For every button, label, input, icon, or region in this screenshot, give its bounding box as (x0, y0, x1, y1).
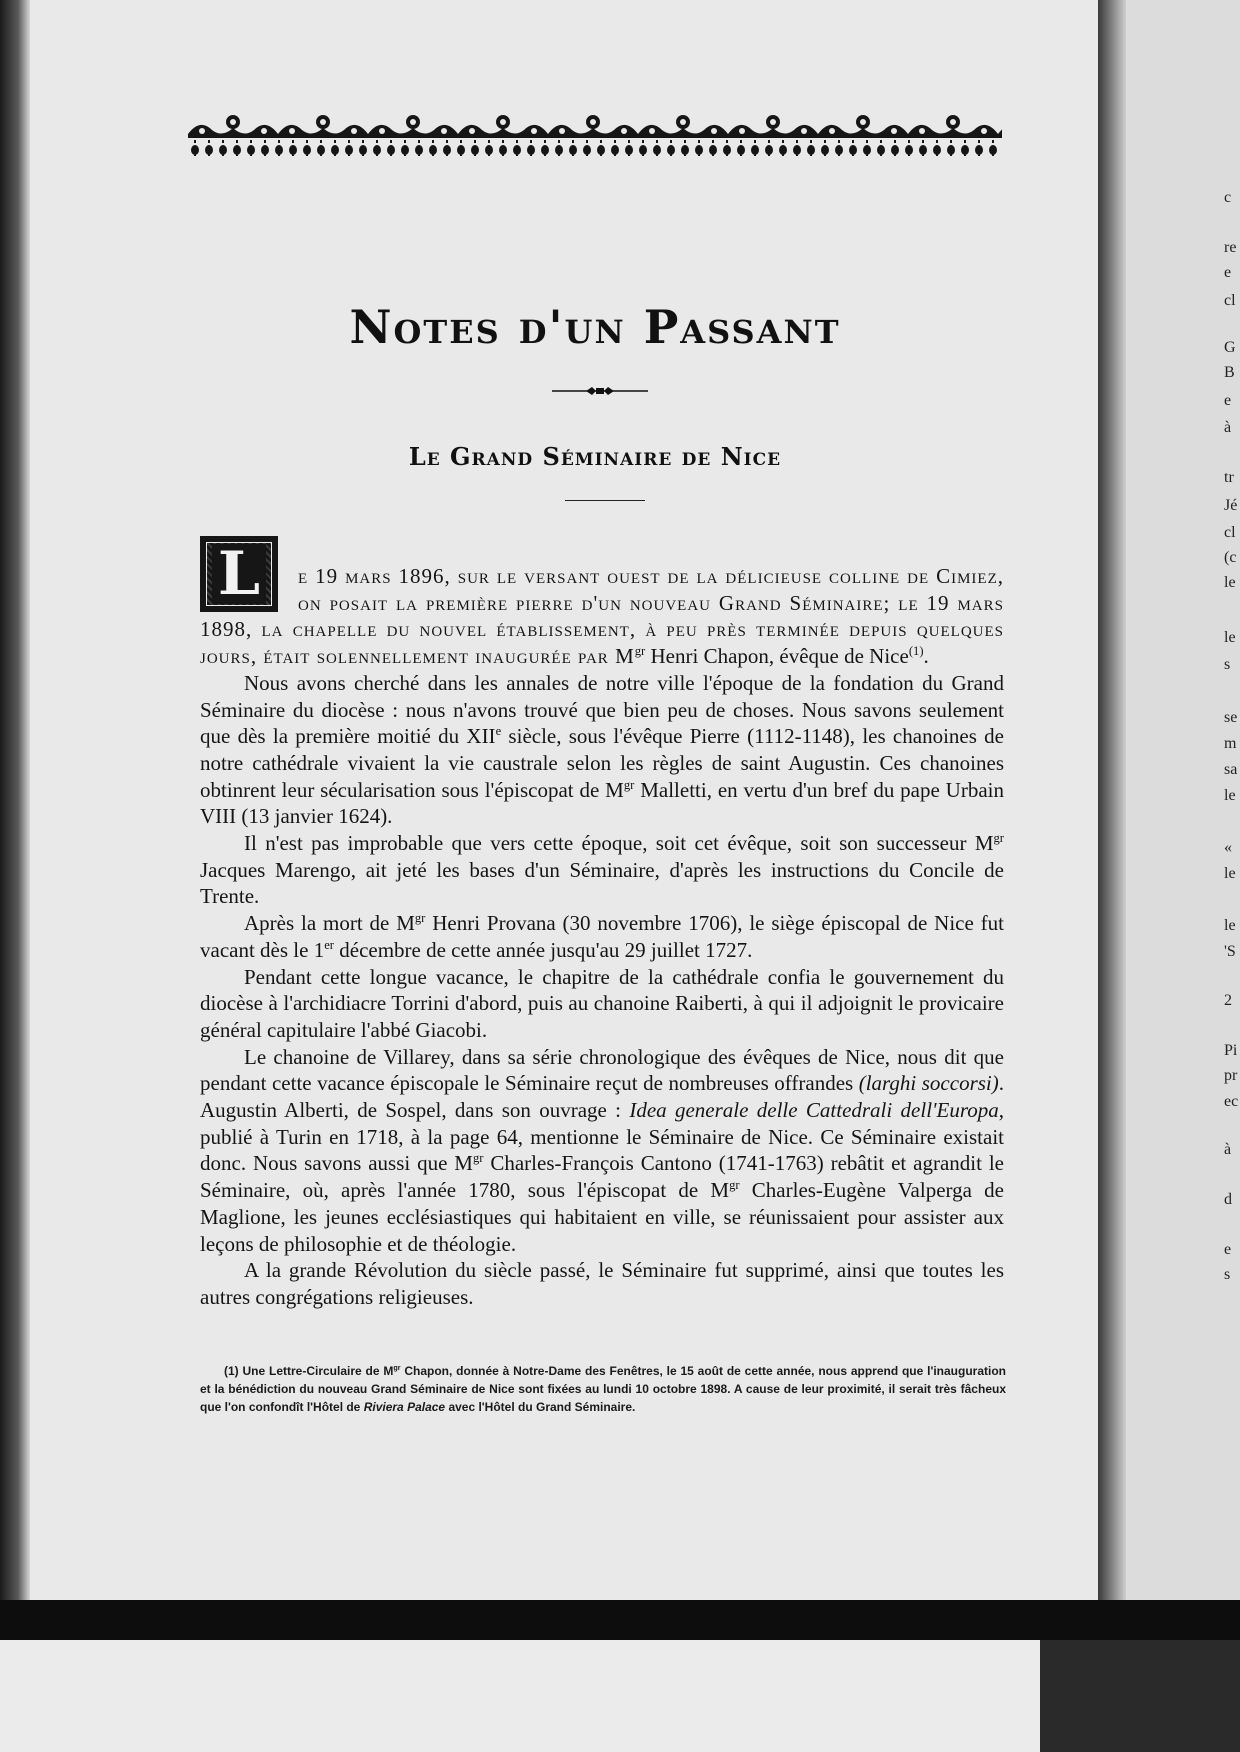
adjacent-page-fragment: à (1224, 419, 1232, 436)
adjacent-page-fragment: pr (1224, 1067, 1238, 1084)
adjacent-page-fragment: m (1224, 735, 1237, 752)
adjacent-page-fragment: B (1224, 364, 1235, 381)
adjacent-page-fragment: le (1224, 574, 1236, 591)
paragraph-5: Pendant cette longue vacance, le chapitre de la cathédrale confia le gouvernement du diocèse à l'archidiacre Torrini d'abord, puis au chanoine Raiberti, à qui il adjoignit le provicaire général capitulaire l'abbé Giacobi. (200, 964, 1004, 1042)
adjacent-page-fragment: « (1224, 839, 1232, 856)
adjacent-page-fragment: se (1224, 709, 1238, 726)
adjacent-page-fragment: c (1224, 189, 1232, 206)
book-binding-gutter (1098, 0, 1126, 1600)
article-body (200, 563, 1004, 1311)
page-left-edge-shadow (0, 0, 30, 1600)
adjacent-page-fragment: e (1224, 392, 1232, 409)
paragraph-6: Le chanoine de Villarey, dans sa série chronologique des évêques de Nice, nous dit que pendant cette vacance épiscopale le Séminaire reçut de nombreuses offrandes (larghi soccorsi). Augustin Alberti, de Sospel, dans son ouvrage : Idea generale delle Cattedrali dell'Europa, publié à Turin en 1718, à la page 64, mentionne le Séminaire de Nice. Ce Séminaire existait donc. Nous savons aussi que $M^{gr}$ Charles-François Cantono (1741-1763) rebâtit et agrandit le Séminaire, où, après l'année 1780, sous l'épiscopat de $M^{gr}$ Charles-Eugène Valperga de Maglione, les jeunes ecclésiastiques qui habitaient en ville, se réunissaient pour assister aux leçons de philosophie et de théologie. (200, 1044, 1004, 1256)
paragraph-7: A la grande Révolution du siècle passé, le Séminaire fut supprimé, ainsi que toutes les autres congrégations religieuses. (200, 1258, 1004, 1309)
header-ornament (188, 112, 1002, 158)
adjacent-page-fragment: sa (1224, 761, 1238, 778)
article-subtitle: Le Grand Séminaire de Nice (408, 442, 782, 471)
paragraph-1-text: e 19 mars 1896, sur le versant ouest de la délicieuse colline de Cimiez, on posait la première pierre d'un nouveau Grand Séminaire; le 19 mars 1898, la chapelle du nouvel établissement, à peu près terminée depuis quelques jours, était solennellement inaugurée par M (200, 564, 1004, 669)
adjacent-page-text (1224, 0, 1240, 1600)
adjacent-page-fragment: d (1224, 1191, 1232, 1208)
initial-letter: L (212, 544, 266, 604)
footnote: (1) Une Lettre-Circulaire de $M^{gr}$ Chapon, donnée à Notre-Dame des Fenêtres, le 15 août de cette année, nous apprend que l'inauguration et la bénédiction du nouveau Grand Séminaire de Nice sont fixées au lundi 10 octobre 1898. A cause de leur proximité, il serait très fâcheux que l'on confondît l'Hôtel de Riviera Palace avec l'Hôtel du Grand Séminaire. (200, 1363, 1006, 1414)
paragraph-1: e 19 mars 1896, sur le versant ouest de la délicieuse colline de Cimiez, on posait la première pierre d'un nouveau Grand Séminaire; le 19 mars 1898, la chapelle du nouvel établissement, à peu près terminée depuis quelques jours, était solennellement inaugurée par $M^{gr}$ Henri Chapon, évêque de Nice$^{(1)}$. (200, 564, 1004, 669)
adjacent-page-fragment: e (1224, 1241, 1232, 1258)
adjacent-page-fragment: à (1224, 1141, 1232, 1158)
adjacent-page-fragment: re (1224, 239, 1237, 256)
paragraph-3: Il n'est pas improbable que vers cette époque, soit cet évêque, soit son successeur $M^{gr}$ Jacques Marengo, ait jeté les bases d'un Séminaire, d'après les instructions du Concile de Trente. (200, 831, 1004, 909)
adjacent-page-fragment: Pi (1224, 1042, 1238, 1059)
adjacent-page-fragment: s (1224, 1266, 1231, 1283)
underlying-sheet (0, 1640, 1040, 1752)
adjacent-page-fragment: tr (1224, 469, 1234, 486)
subtitle-divider (565, 500, 645, 501)
title-divider-ornament (552, 386, 648, 396)
adjacent-page-fragment: le (1224, 629, 1236, 646)
adjacent-page-fragment: le (1224, 865, 1236, 882)
paragraph-4: Après la mort de $M^{gr}$ Henri Provana (30 novembre 1706), le siège épiscopal de Nice fut vacant dès le 1er décembre de cette année jusqu'au 29 juillet 1727. (200, 911, 1004, 962)
paragraph-2: Nous avons cherché dans les annales de notre ville l'époque de la fondation du Grand Séminaire du diocèse : nous n'avons trouvé que bien peu de choses. Nous savons seulement que dès la première moitié du XIIe siècle, sous l'évêque Pierre (1112-1148), les chanoines de notre cathédrale vivaient la vie caustrale selon les règles de saint Augustin. Ces chanoines obtinrent leur sécularisation sous l'épiscopat de $M^{gr}$ Malletti, en vertu d'un bref du pape Urbain VIII (13 janvier 1624). (200, 670, 1004, 829)
adjacent-page-fragment: e (1224, 264, 1232, 281)
adjacent-page-fragment: G (1224, 339, 1236, 356)
adjacent-page-fragment: 'S (1224, 943, 1236, 960)
adjacent-page-fragment: le (1224, 787, 1236, 804)
adjacent-page-fragment: cl (1224, 292, 1236, 309)
article-title: Notes d'un Passant (349, 300, 841, 354)
adjacent-page-fragment: Jé (1224, 497, 1238, 514)
adjacent-page-fragment: cl (1224, 524, 1236, 541)
adjacent-page-fragment: le (1224, 917, 1236, 934)
adjacent-page-fragment: s (1224, 656, 1231, 673)
adjacent-page-fragment: (c (1224, 549, 1237, 566)
adjacent-page-fragment: 2 (1224, 992, 1232, 1009)
footnote-ref[interactable]: (1) (908, 644, 924, 659)
scan-bottom-border (0, 1600, 1240, 1640)
adjacent-page-fragment: ec (1224, 1093, 1239, 1110)
